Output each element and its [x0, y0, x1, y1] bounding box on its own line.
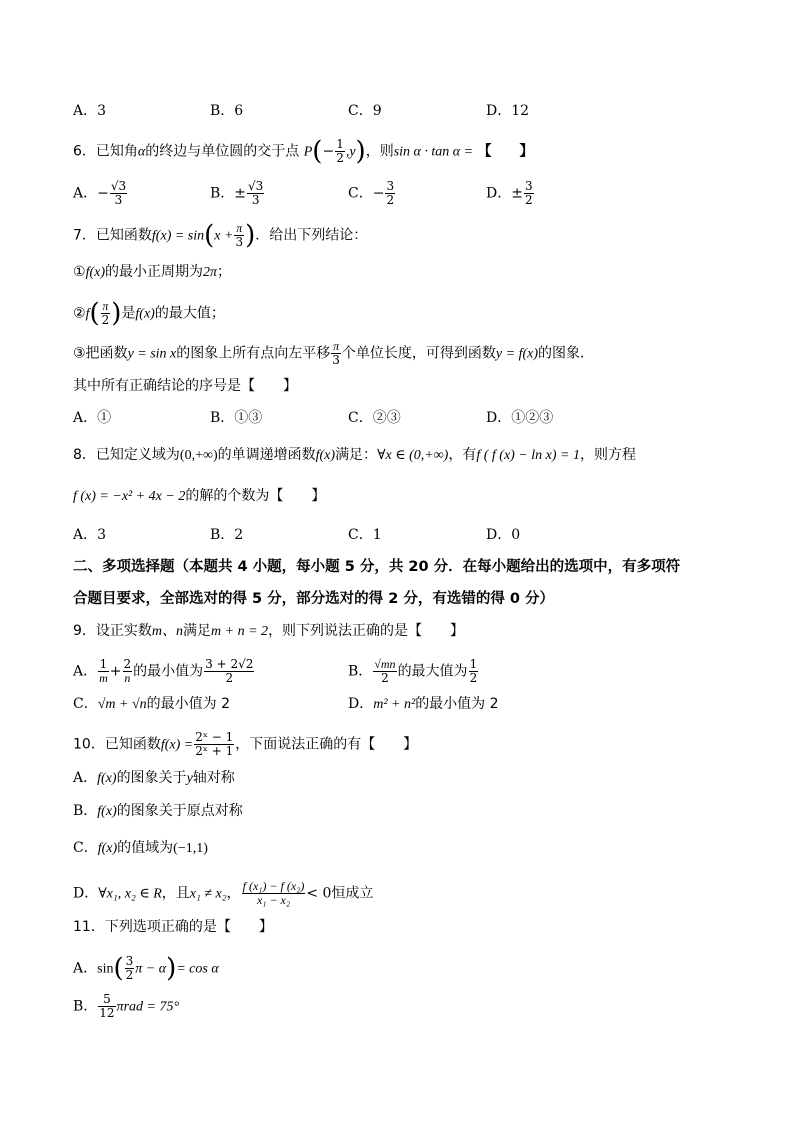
- q9-option-c: C．√m + √n的最小值为 2: [73, 696, 231, 712]
- q7-option-b: B．①③: [210, 410, 263, 426]
- section2-heading-line1: 二、多项选择题（本题共 4 小题，每小题 5 分，共 20 分．在每小题给出的选项中，有多项符: [73, 559, 681, 575]
- q5-option-c: C．9: [348, 103, 382, 119]
- q8-option-b: B．2: [210, 527, 244, 543]
- q8-option-d: D．0: [486, 527, 521, 543]
- q8-option-a: A．3: [73, 527, 107, 543]
- q11-option-a: A．sin( $\frac{3}{2}$ π − α)= cos α: [73, 953, 219, 984]
- q6-frac: $\frac{1}{2}$: [336, 137, 344, 165]
- q5-option-b: B．6: [210, 103, 244, 119]
- q10-stem: 10．已知函数f(x) = $\frac{\text{2ˣ − 1}}{\text{2ˣ + 1}}$ ，下面说法正确的有【 】: [73, 730, 418, 758]
- q7-which: 其中所有正确结论的序号是【 】: [73, 378, 297, 394]
- q8-stem-line1: 8．已知定义域为(0,+∞)的单调递增函数f(x)满足：∀x ∈ (0,+∞)，有f ( f (x) − ln x) = 1，则方程: [73, 447, 636, 463]
- q6-stem: 6．已知角α的终边与单位圆的交于点 P(− $\frac{1}{2}$ ,y)，则sin α · tan α = 【 】: [73, 136, 534, 167]
- q8-stem-line2: f (x) = −x² + 4x − 2的解的个数为【 】: [73, 488, 326, 504]
- q6-option-a: A．− $\frac{√3}{3}$: [73, 179, 127, 207]
- q6-option-d: D．± $\frac{3}{2}$: [486, 179, 533, 207]
- q9-option-d: D．m² + n²的最小值为 2: [348, 696, 499, 712]
- q10-option-c: C．f(x)的值域为(−1,1): [73, 840, 208, 856]
- q11-option-b: B． $\frac{5}{12}$ πrad = 75°: [73, 992, 180, 1020]
- q7-statement-2: ②f( $\frac{\pi}{2}$ )是f(x)的最大值；: [73, 298, 225, 329]
- q7-option-d: D．①②③: [486, 410, 554, 426]
- q6-option-b: B．± $\frac{√3}{3}$: [210, 179, 264, 207]
- q10-option-b: B．f(x)的图象关于原点对称: [73, 803, 243, 819]
- q6-y: ,y: [345, 144, 356, 160]
- q6-option-c: C．− $\frac{3}{2}$: [348, 179, 395, 207]
- q7-option-a: A．①: [73, 410, 112, 426]
- q6-expr: sin α · tan α =: [393, 144, 474, 160]
- q7-option-c: C．②③: [348, 410, 401, 426]
- q10-option-a: A．f(x)的图象关于y轴对称: [73, 770, 235, 786]
- q10-option-d: D．∀x₁, x₂ ∈ R，且x₁ ≠ x₂， $\frac{\text{f (x₁) − f (x₂)}}{\text{x₁ − x₂}}$ < 0恒成立: [73, 879, 374, 907]
- q6-lead: 6．已知角: [73, 143, 138, 160]
- q6-mid: 的终边与单位圆的交于点: [145, 143, 300, 160]
- q6-point: P: [303, 144, 313, 160]
- section2-heading-line2: 合题目要求，全部选对的得 5 分，部分选对的得 2 分，有选错的得 0 分）: [73, 591, 555, 607]
- q6-after: ，则: [365, 143, 394, 160]
- q9-stem: 9．设正实数m、n满足m + n = 2，则下列说法正确的是【 】: [73, 623, 465, 639]
- q5-option-a: A．3: [73, 103, 107, 119]
- q7-statement-3: ③把函数y = sin x的图象上所有点向左平移 $\frac{\pi}{3}$ 个单位长度，可得到函数y = f(x)的图象．: [73, 339, 595, 367]
- q9-option-b: B． $\frac{√mn}{2}$ 的最大值为 $\frac{1}{2}$: [348, 657, 478, 685]
- q11-stem: 11．下列选项正确的是【 】: [73, 919, 273, 935]
- q7-stem: 7．已知函数f(x) = sin(x + $\frac{\pi}{3}$ )．给出下列结论：: [73, 220, 368, 251]
- q7-statement-1: ①f(x)的最小正周期为2π；: [73, 264, 232, 280]
- q5-option-d: D．12: [486, 103, 530, 119]
- q6-bracket: 【 】: [477, 143, 534, 160]
- q9-option-a: A． $\frac{1}{m}$ + $\frac{2}{n}$ 的最小值为 $\frac{3 + 2√2}{2}$: [73, 657, 254, 685]
- q8-option-c: C．1: [348, 527, 382, 543]
- q6-alpha: α: [137, 144, 146, 160]
